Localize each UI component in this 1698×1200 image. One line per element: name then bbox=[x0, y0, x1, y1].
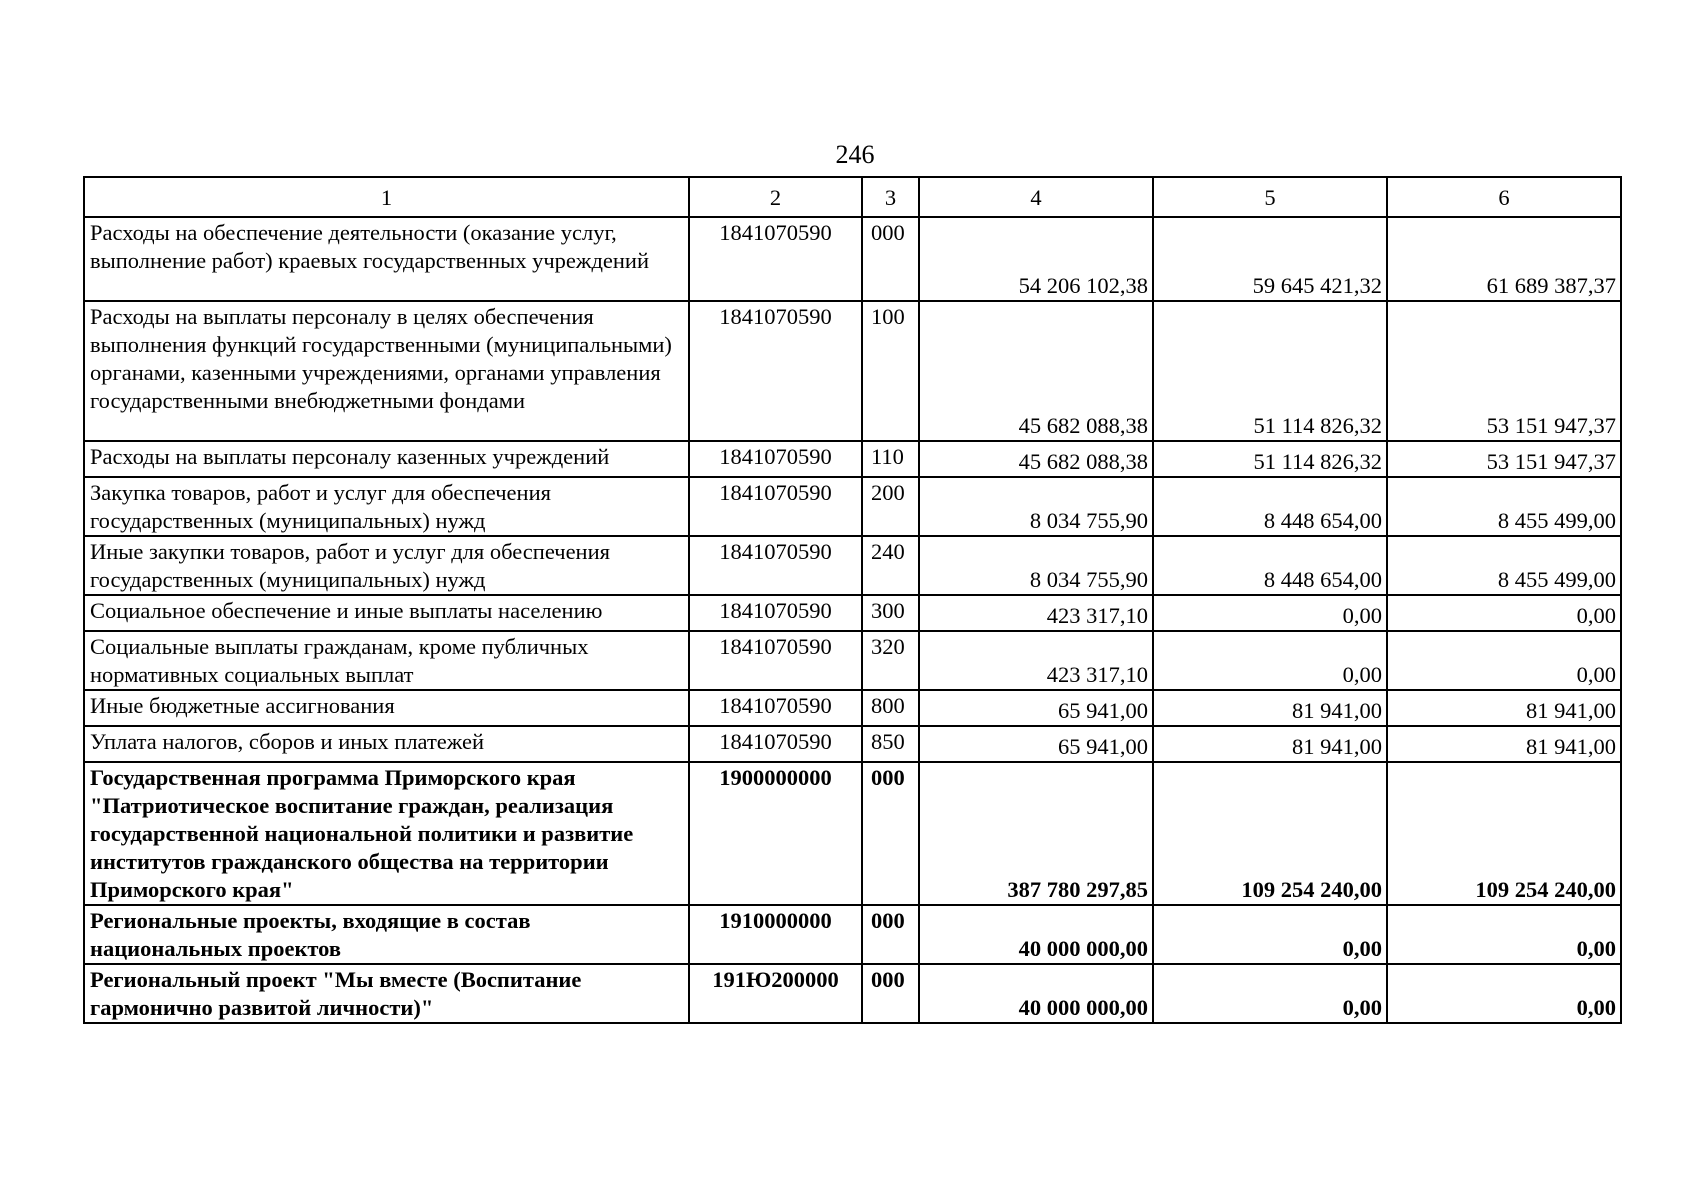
row-value-col6: 8 455 499,00 bbox=[1387, 477, 1621, 536]
row-value-col5: 0,00 bbox=[1153, 964, 1387, 1023]
column-header-4: 4 bbox=[919, 177, 1153, 217]
row-name: Региональный проект "Мы вместе (Воспитание гармонично развитой личности)" bbox=[84, 964, 689, 1023]
row-value-col5: 81 941,00 bbox=[1153, 690, 1387, 726]
row-type: 000 bbox=[862, 762, 919, 905]
row-value-col4: 65 941,00 bbox=[919, 690, 1153, 726]
row-value-col5: 51 114 826,32 bbox=[1153, 441, 1387, 477]
column-header-5: 5 bbox=[1153, 177, 1387, 217]
row-value-col6: 81 941,00 bbox=[1387, 726, 1621, 762]
row-name: Иные бюджетные ассигнования bbox=[84, 690, 689, 726]
budget-table bbox=[83, 176, 1622, 1024]
row-name: Иные закупки товаров, работ и услуг для обеспечения государственных (муниципальных) нужд bbox=[84, 536, 689, 595]
row-code: 1841070590 bbox=[689, 726, 862, 762]
row-code: 1910000000 bbox=[689, 905, 862, 964]
row-type: 200 bbox=[862, 477, 919, 536]
table-row bbox=[84, 441, 1621, 477]
row-value-col4: 65 941,00 bbox=[919, 726, 1153, 762]
table-row bbox=[84, 301, 1621, 441]
row-name: Закупка товаров, работ и услуг для обеспечения государственных (муниципальных) нужд bbox=[84, 477, 689, 536]
row-code: 1841070590 bbox=[689, 536, 862, 595]
row-code: 1841070590 bbox=[689, 690, 862, 726]
row-code: 191Ю200000 bbox=[689, 964, 862, 1023]
table-row bbox=[84, 477, 1621, 536]
row-value-col6: 0,00 bbox=[1387, 964, 1621, 1023]
table-row bbox=[84, 595, 1621, 631]
row-code: 1841070590 bbox=[689, 477, 862, 536]
row-name: Социальное обеспечение и иные выплаты населению bbox=[84, 595, 689, 631]
table-row bbox=[84, 905, 1621, 964]
row-name: Региональные проекты, входящие в состав национальных проектов bbox=[84, 905, 689, 964]
row-value-col5: 51 114 826,32 bbox=[1153, 301, 1387, 441]
row-type: 850 bbox=[862, 726, 919, 762]
table-row bbox=[84, 536, 1621, 595]
row-value-col4: 8 034 755,90 bbox=[919, 477, 1153, 536]
row-code: 1841070590 bbox=[689, 441, 862, 477]
row-name: Государственная программа Приморского края "Патриотическое воспитание граждан, реализация государственной национальной политики и развитие институтов гражданского общества на территории Приморского края" bbox=[84, 762, 689, 905]
row-code: 1900000000 bbox=[689, 762, 862, 905]
row-value-col4: 8 034 755,90 bbox=[919, 536, 1153, 595]
row-value-col6: 53 151 947,37 bbox=[1387, 301, 1621, 441]
row-value-col5: 0,00 bbox=[1153, 595, 1387, 631]
table-header-row bbox=[84, 177, 1621, 217]
row-value-col5: 81 941,00 bbox=[1153, 726, 1387, 762]
table-row bbox=[84, 631, 1621, 690]
row-name: Социальные выплаты гражданам, кроме публичных нормативных социальных выплат bbox=[84, 631, 689, 690]
row-type: 300 bbox=[862, 595, 919, 631]
row-code: 1841070590 bbox=[689, 595, 862, 631]
row-type: 800 bbox=[862, 690, 919, 726]
table-row bbox=[84, 217, 1621, 301]
row-value-col6: 0,00 bbox=[1387, 631, 1621, 690]
table-row bbox=[84, 690, 1621, 726]
row-type: 110 bbox=[862, 441, 919, 477]
row-value-col4: 423 317,10 bbox=[919, 631, 1153, 690]
row-value-col4: 54 206 102,38 bbox=[919, 217, 1153, 301]
row-type: 100 bbox=[862, 301, 919, 441]
row-name: Расходы на выплаты персоналу казенных учреждений bbox=[84, 441, 689, 477]
row-name: Расходы на выплаты персоналу в целях обеспечения выполнения функций государственными (муниципальными) органами, казенными учреждениями, органами управления государственными внебюджетными фондами bbox=[84, 301, 689, 441]
row-name: Уплата налогов, сборов и иных платежей bbox=[84, 726, 689, 762]
column-header-1: 1 bbox=[84, 177, 689, 217]
row-name: Расходы на обеспечение деятельности (оказание услуг, выполнение работ) краевых государственных учреждений bbox=[84, 217, 689, 301]
row-value-col6: 61 689 387,37 bbox=[1387, 217, 1621, 301]
row-value-col5: 109 254 240,00 bbox=[1153, 762, 1387, 905]
table-row bbox=[84, 762, 1621, 905]
row-value-col5: 0,00 bbox=[1153, 905, 1387, 964]
row-value-col4: 40 000 000,00 bbox=[919, 964, 1153, 1023]
table-row bbox=[84, 726, 1621, 762]
row-code: 1841070590 bbox=[689, 301, 862, 441]
column-header-6: 6 bbox=[1387, 177, 1621, 217]
row-code: 1841070590 bbox=[689, 217, 862, 301]
page-number: 246 bbox=[835, 140, 875, 169]
row-value-col5: 8 448 654,00 bbox=[1153, 536, 1387, 595]
row-value-col4: 387 780 297,85 bbox=[919, 762, 1153, 905]
row-value-col4: 40 000 000,00 bbox=[919, 905, 1153, 964]
row-type: 000 bbox=[862, 964, 919, 1023]
row-value-col6: 0,00 bbox=[1387, 905, 1621, 964]
row-value-col4: 45 682 088,38 bbox=[919, 301, 1153, 441]
row-value-col5: 8 448 654,00 bbox=[1153, 477, 1387, 536]
row-type: 000 bbox=[862, 217, 919, 301]
row-value-col6: 53 151 947,37 bbox=[1387, 441, 1621, 477]
row-value-col5: 59 645 421,32 bbox=[1153, 217, 1387, 301]
row-type: 240 bbox=[862, 536, 919, 595]
row-value-col6: 81 941,00 bbox=[1387, 690, 1621, 726]
row-type: 000 bbox=[862, 905, 919, 964]
row-value-col6: 0,00 bbox=[1387, 595, 1621, 631]
row-value-col4: 45 682 088,38 bbox=[919, 441, 1153, 477]
table-row bbox=[84, 964, 1621, 1023]
row-type: 320 bbox=[862, 631, 919, 690]
row-value-col4: 423 317,10 bbox=[919, 595, 1153, 631]
row-value-col6: 8 455 499,00 bbox=[1387, 536, 1621, 595]
column-header-2: 2 bbox=[689, 177, 862, 217]
row-code: 1841070590 bbox=[689, 631, 862, 690]
column-header-3: 3 bbox=[862, 177, 919, 217]
row-value-col5: 0,00 bbox=[1153, 631, 1387, 690]
row-value-col6: 109 254 240,00 bbox=[1387, 762, 1621, 905]
